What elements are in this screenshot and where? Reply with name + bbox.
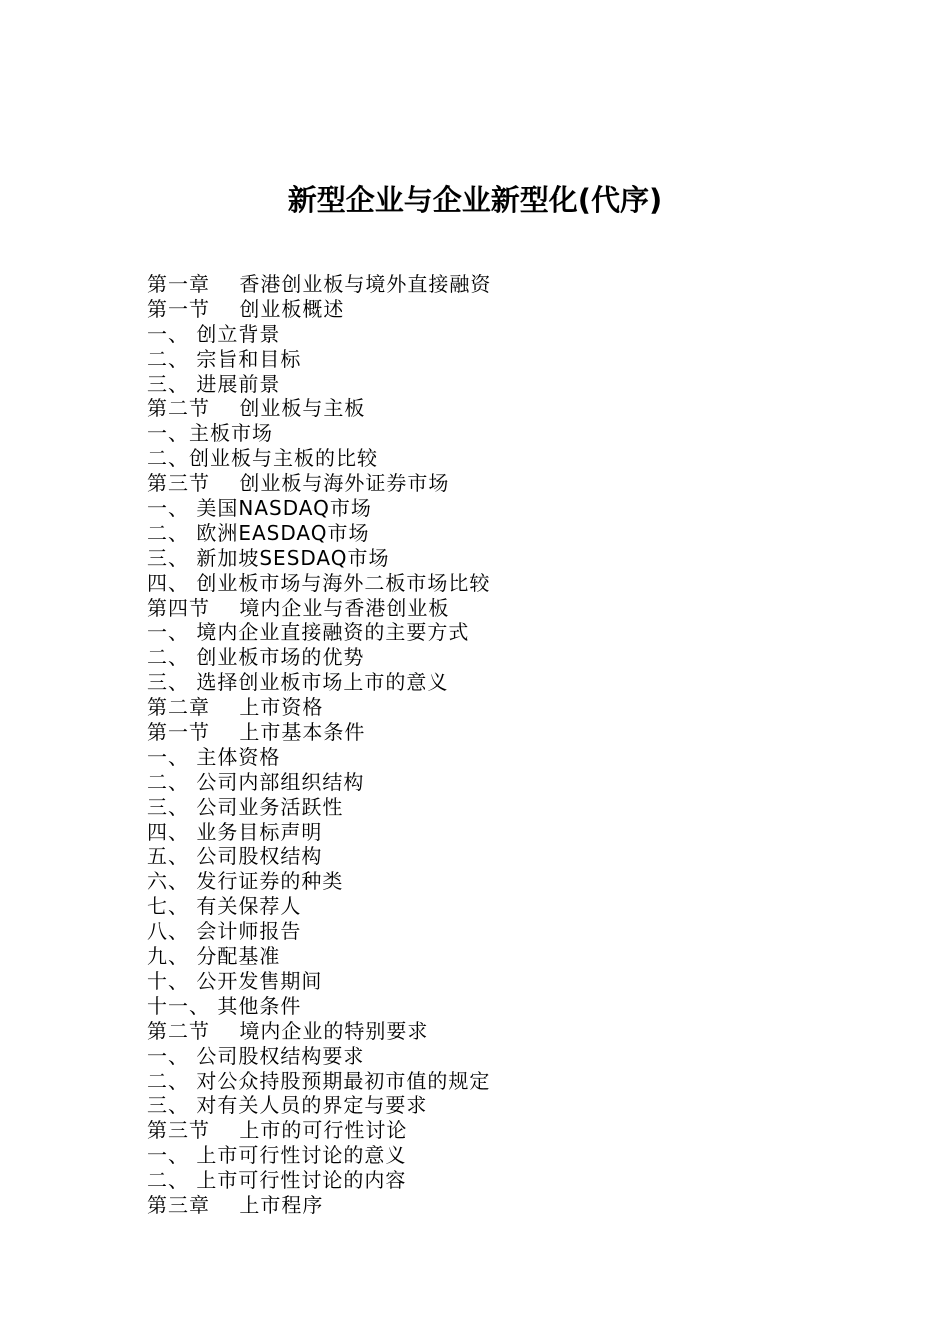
toc-entry: 第二节 境内企业的特别要求	[147, 1018, 429, 1043]
toc-entry: 三、 对有关人员的界定与要求	[147, 1093, 428, 1118]
toc-entry: 三、 新加坡SESDAQ市场	[147, 545, 390, 570]
toc-entry: 二、 欧洲EASDAQ市场	[147, 520, 370, 545]
toc-entry: 五、 公司股权结构	[147, 844, 323, 869]
toc-entry: 一、 主体资格	[147, 744, 281, 769]
toc-entry: 一、 上市可行性讨论的意义	[147, 1143, 407, 1168]
toc-entry: 第一章 香港创业板与境外直接融资	[147, 272, 492, 296]
toc-entry: 十一、 其他条件	[147, 993, 302, 1018]
toc-entry: 一、 创立背景	[147, 321, 281, 346]
toc-entry: 四、 创业板市场与海外二板市场比较	[147, 570, 491, 595]
document-title: 新型企业与企业新型化(代序)	[287, 183, 663, 217]
toc-entry: 一、主板市场	[147, 421, 273, 446]
toc-entry: 第四节 境内企业与香港创业板	[147, 595, 450, 620]
toc-entry: 二、 公司内部组织结构	[147, 769, 365, 794]
toc-entry: 八、 会计师报告	[147, 919, 302, 944]
toc-entry: 三、 选择创业板市场上市的意义	[147, 670, 449, 695]
toc-entry: 二、 创业板市场的优势	[147, 645, 365, 670]
toc-entry: 六、 发行证券的种类	[147, 869, 344, 894]
toc-entry: 七、 有关保荐人	[147, 894, 302, 919]
toc-entry: 二、 对公众持股预期最初市值的规定	[147, 1068, 491, 1093]
toc-entry: 第一节 创业板概述	[147, 296, 345, 321]
toc-entry: 四、 业务目标声明	[147, 819, 323, 844]
toc-entry: 第三节 创业板与海外证券市场	[147, 471, 450, 496]
toc-entry: 第三节 上市的可行性讨论	[147, 1118, 408, 1143]
toc-entry: 九、 分配基准	[147, 944, 281, 969]
toc-entry: 第三章 上市程序	[147, 1192, 324, 1217]
toc-entry: 第一节 上市基本条件	[147, 720, 366, 745]
toc-entry: 一、 境内企业直接融资的主要方式	[147, 620, 470, 645]
toc-entry: 第二章 上市资格	[147, 695, 324, 720]
toc-entry: 第二节 创业板与主板	[147, 396, 366, 421]
toc-entry: 十、 公开发售期间	[147, 968, 323, 993]
toc-entry: 三、 公司业务活跃性	[147, 794, 344, 819]
toc-entry: 二、 宗旨和目标	[147, 346, 302, 371]
toc-entry: 三、 进展前景	[147, 371, 281, 396]
toc-entry: 二、 上市可行性讨论的内容	[147, 1168, 407, 1193]
toc-entry: 二、创业板与主板的比较	[147, 446, 378, 471]
toc-entry: 一、 公司股权结构要求	[147, 1043, 365, 1068]
table-of-contents	[147, 272, 867, 1218]
toc-entry: 一、 美国NASDAQ市场	[147, 496, 372, 521]
